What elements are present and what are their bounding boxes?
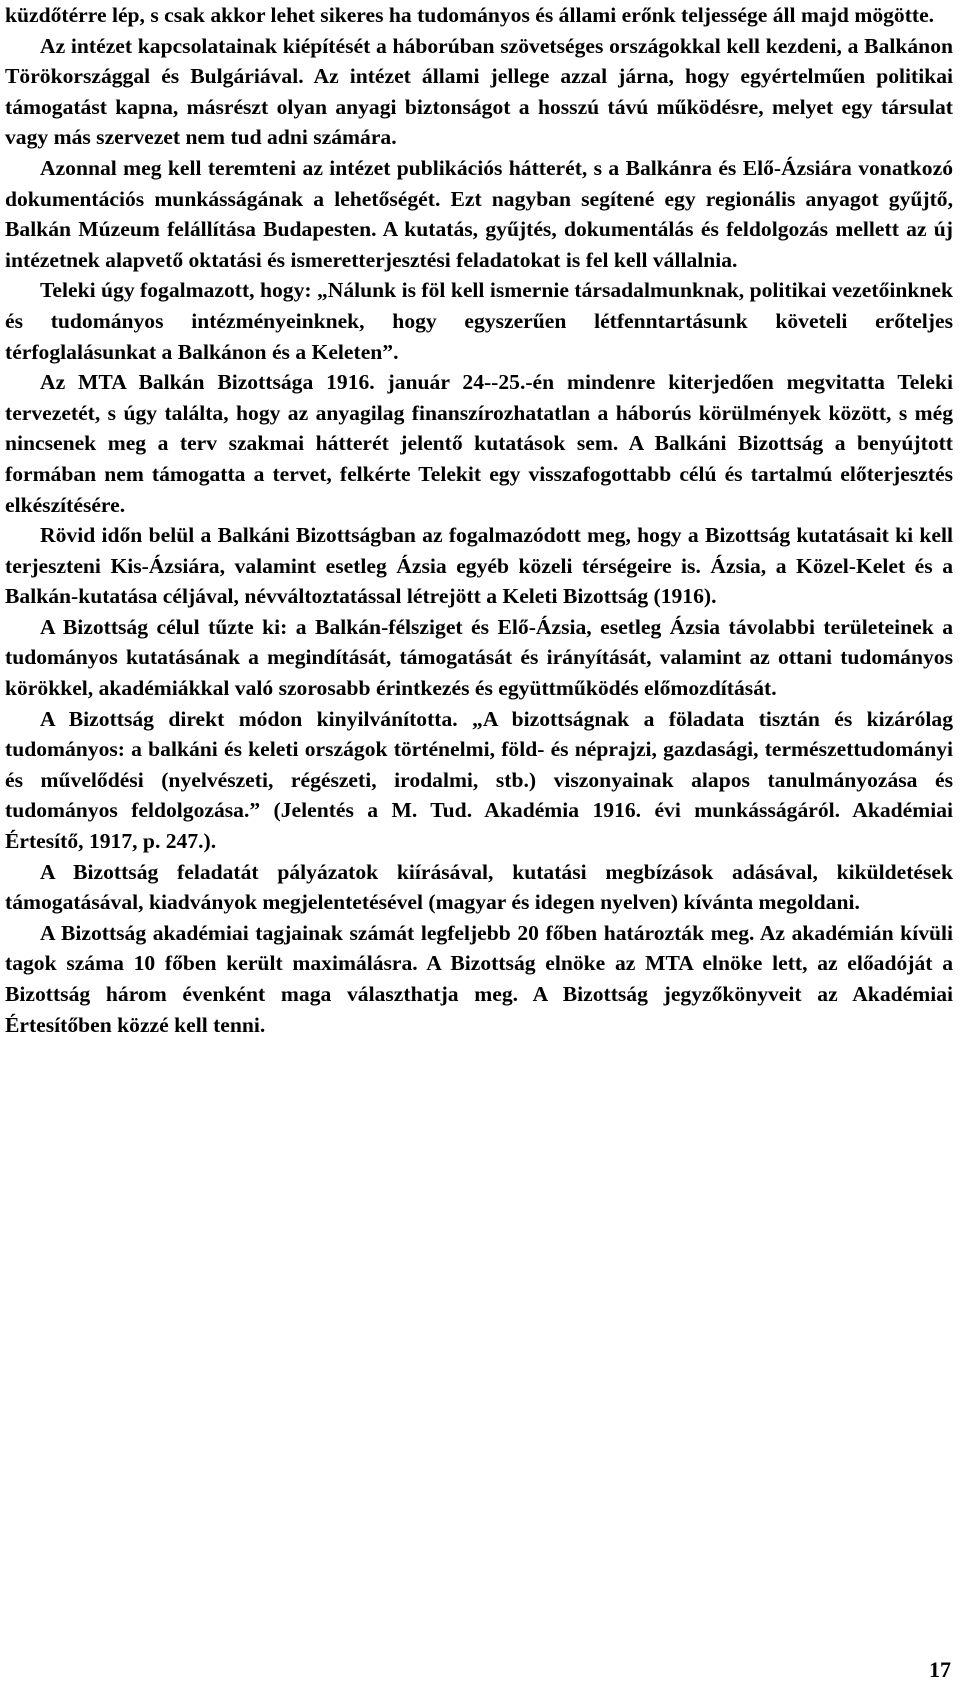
paragraph-3: Azonnal meg kell teremteni az intézet publikációs hátterét, s a Balkánra és Elő-Ázsiára vonatkozó dokumentációs munkásságának a lehetőségét. Ezt nagyban segítené egy regionális anyagot gyűjtő, Balkán Múzeum felállítása Budapesten. A kutatás, gyűjtés, dokumentálás és feldolgozás mellett az új intézetnek alapvető oktatási és ismeretterjesztési feladatokat is fel kell vállalnia. xyxy=(5,155,953,272)
paragraph-5: Az MTA Balkán Bizottsága 1916. január 24--25.-én mindenre kiterjedően megvitatta Teleki tervezetét, s úgy találta, hogy az anyagilag finanszírozhatatlan a háborús körülmények között, s még nincsenek meg a terv szakmai hátterét jelentő kutatások sem. A Balkáni Bizottság a benyújtott formában nem támogatta a tervet, felkérte Telekit egy visszafogottabb célú és tartalmú előterjesztés elkészítésére. xyxy=(5,370,953,517)
paragraph-7: A Bizottság célul tűzte ki: a Balkán-félsziget és Elő-Ázsia, esetleg Ázsia távolabbi területeinek a tudományos kutatásának a megindítását, támogatását és irányítását, valamint az ottani tudományos körökkel, akadémiákkal való szorosabb érintkezés és együttműködés előmozdítását. xyxy=(5,614,953,701)
paragraph-10: A Bizottság akadémiai tagjainak számát legfeljebb 20 főben határozták meg. Az akadémián kívüli tagok száma 10 főben került maximálásra. A Bizottság elnöke az MTA elnöke lett, az előadóját a Bizottság három évenként maga választhatja meg. A Bizottság jegyzőkönyveit az Akadémiai Értesítőben közzé kell tenni. xyxy=(5,920,953,1037)
paragraph-6: Rövid időn belül a Balkáni Bizottságban az fogalmazódott meg, hogy a Bizottság kutatásait ki kell terjeszteni Kis-Ázsiára, valamint esetleg Ázsia egyéb közeli térségeire is. Ázsia, a Közel-Kelet és a Balkán-kutatása céljával, névváltoztatással létrejött a Keleti Bizottság (1916). xyxy=(5,523,953,609)
document-body xyxy=(5,0,953,1040)
paragraph-1: küzdőtérre lép, s csak akkor lehet sikeres ha tudományos és állami erőnk teljessége áll majd mögötte. xyxy=(5,3,935,27)
page-number: 17 xyxy=(929,1657,951,1682)
paragraph-9: A Bizottság feladatát pályázatok kiírásával, kutatási megbízások adásával, kiküldetések támogatásával, kiadványok megjelentetésével (magyar és idegen nyelven) kívánta megoldani. xyxy=(5,859,953,915)
paragraph-4: Teleki úgy fogalmazott, hogy: „Nálunk is föl kell ismernie társadalmunknak, politikai vezetőinknek és tudományos intézményeinknek, hogy egyszerűen létfenntartásunk követeli erőteljes térfoglalásunkat a Balkánon és a Keleten”. xyxy=(5,278,953,364)
paragraph-2: Az intézet kapcsolatainak kiépítését a háborúban szövetséges országokkal kell kezdeni, a Balkánon Törökországgal és Bulgáriával. Az intézet állami jellege azzal járna, hogy egyértelműen politikai támogatást kapna, másrészt olyan anyagi biztonságot a hosszú távú működésre, melyet egy társulat vagy más szervezet nem tud adni számára. xyxy=(5,33,953,150)
paragraph-8: A Bizottság direkt módon kinyilvánította. „A bizottságnak a föladata tisztán és kizárólag tudományos: a balkáni és keleti országok történelmi, föld- és néprajzi, gazdasági, természettudományi és művelődési (nyelvészeti, régészeti, irodalmi, stb.) viszonyainak alapos tanulmányozása és tudományos feldolgozása.” (Jelentés a M. Tud. Akadémia 1916. évi munkásságáról. Akadémiai Értesítő, 1917, p. 247.). xyxy=(5,706,953,854)
